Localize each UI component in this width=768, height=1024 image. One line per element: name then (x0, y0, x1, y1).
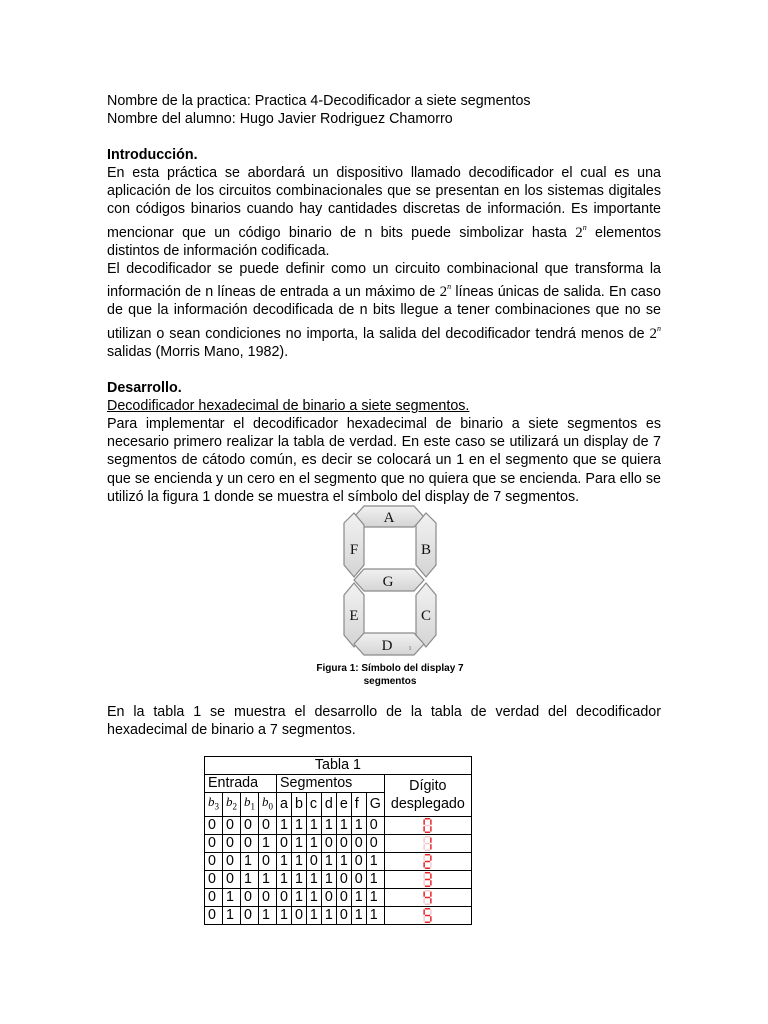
digit-segment (430, 873, 432, 878)
segment-cell: 1 (277, 906, 292, 924)
table-row (205, 906, 472, 924)
header-segment-a: a (277, 793, 292, 817)
input-cell: 1 (223, 888, 241, 906)
digit-segment (425, 890, 430, 892)
digit-segment (430, 909, 432, 914)
segment-cell: 1 (291, 852, 306, 870)
header-input-b1: $b_1$ (241, 793, 259, 817)
input-cell: 1 (241, 870, 259, 888)
header-segment-c: c (306, 793, 321, 817)
input-cell: 1 (223, 906, 241, 924)
input-cell: 0 (205, 870, 223, 888)
input-cell: 0 (241, 816, 259, 834)
digit-display (384, 870, 471, 888)
input-cell: 0 (241, 888, 259, 906)
input-cell: 0 (205, 816, 223, 834)
seven-segment-symbol (340, 503, 440, 658)
segment-cell: 1 (306, 816, 321, 834)
table-row (205, 870, 472, 888)
table-row (205, 852, 472, 870)
digit-display (384, 852, 471, 870)
segment-cell: 0 (291, 906, 306, 924)
segment-cell: 1 (366, 888, 384, 906)
figure-caption (290, 662, 490, 688)
digit-segment (430, 855, 432, 860)
input-cell: 0 (223, 870, 241, 888)
intro-p1-text-end: elementos distintos de información codificada. (107, 224, 661, 259)
digit-segment (424, 880, 426, 885)
input-cell: 1 (259, 870, 277, 888)
digit-segment (430, 916, 432, 921)
digit-segment (425, 921, 430, 923)
digit-segment (424, 873, 426, 878)
header-segmentos: Segmentos (277, 775, 385, 793)
header-input-b0: $b_0$ (259, 793, 277, 817)
input-cell: 0 (223, 816, 241, 834)
intro-paragraph-1 (107, 164, 661, 260)
digit-segment (424, 909, 426, 914)
digit-segment (425, 878, 430, 880)
segment-cell: 1 (336, 816, 351, 834)
segment-cell: 1 (306, 834, 321, 852)
segment-cell: 1 (277, 870, 292, 888)
segment-label-f: F (349, 542, 359, 558)
segment-label-g: G (382, 574, 394, 590)
digit-segment (430, 862, 432, 867)
segment-cell: 1 (336, 852, 351, 870)
segment-cell: 1 (321, 870, 336, 888)
figure-corner-mark: 1 (408, 646, 412, 652)
digit-display (384, 888, 471, 906)
digit-segment (424, 862, 426, 867)
truth-table (204, 756, 472, 925)
input-cell: 0 (241, 906, 259, 924)
segment-cell: 0 (277, 834, 292, 852)
table-intro-paragraph: En la tabla 1 se muestra el desarrollo de la tabla de verdad del decodificador hexadecimal de binario a 7 segmentos. (107, 704, 661, 739)
segment-cell: 1 (277, 816, 292, 834)
digit-1-icon (421, 836, 434, 851)
header-segment-d: d (321, 793, 336, 817)
seven-segment-figure (340, 503, 440, 658)
digit-segment (425, 908, 430, 910)
input-cell: 1 (259, 906, 277, 924)
segment-label-a: A (383, 510, 395, 526)
digit-2-icon (421, 854, 434, 869)
header-digito: Dígito desplegado (384, 775, 471, 817)
digit-segment (425, 849, 430, 851)
digit-segment (425, 896, 430, 898)
input-cell: 1 (241, 852, 259, 870)
digit-segment (430, 891, 432, 896)
segment-cell: 1 (366, 852, 384, 870)
input-cell: 0 (205, 852, 223, 870)
digit-4-icon (421, 890, 434, 905)
segment-label-d: D (381, 638, 393, 654)
segment-cell: 0 (321, 888, 336, 906)
digit-3-icon (421, 872, 434, 887)
digit-segment (425, 818, 430, 820)
segment-cell: 0 (277, 888, 292, 906)
table-row (205, 834, 472, 852)
intro-paragraph-2 (107, 260, 661, 361)
digit-segment (425, 836, 430, 838)
segment-cell: 1 (366, 906, 384, 924)
table-row (205, 816, 472, 834)
digit-segment (425, 854, 430, 856)
power-expression: 2$^n$ (575, 222, 587, 241)
digit-segment (425, 903, 430, 905)
input-cell: 0 (223, 852, 241, 870)
segment-label-c: C (420, 608, 432, 624)
intro-heading: Introducción. (107, 147, 198, 163)
digit-segment (425, 824, 430, 826)
segment-cell: 1 (351, 816, 366, 834)
segment-label-e: E (349, 608, 359, 624)
segment-cell: 1 (321, 906, 336, 924)
segment-cell: 1 (291, 870, 306, 888)
practice-name: Nombre de la practica: Practica 4-Decodificador a siete segmentos (107, 93, 531, 109)
figure-caption-line-2: segmentos (363, 676, 417, 687)
segment-cell: 0 (321, 834, 336, 852)
header-input-b2: $b_2$ (223, 793, 241, 817)
segment-cell: 1 (291, 834, 306, 852)
digit-segment (424, 826, 426, 831)
input-cell: 0 (241, 834, 259, 852)
input-cell: 0 (223, 834, 241, 852)
digit-segment (424, 891, 426, 896)
segment-cell: 1 (351, 888, 366, 906)
digit-segment (424, 837, 426, 842)
desarrollo-heading: Desarrollo. (107, 380, 182, 397)
digit-segment (430, 819, 432, 824)
figure-caption-line-1: Figura 1: Símbolo del display 7 (316, 663, 464, 674)
digit-segment (424, 916, 426, 921)
header-segment-f: f (351, 793, 366, 817)
digit-segment (430, 844, 432, 849)
digit-segment (425, 842, 430, 844)
header-input-b3: $b_3$ (205, 793, 223, 817)
intro-p2-text-b: líneas únicas de salida. En caso de que la información decodificada de n bits llegue a tener combinaciones que no se utilizan o sean condiciones no importa, la salida del decodificador tendrá menos de (107, 284, 661, 342)
document-body (107, 92, 661, 506)
digit-display (384, 816, 471, 834)
digit-segment (425, 831, 430, 833)
input-cell: 0 (259, 852, 277, 870)
intro-p2-text-c: salidas (Morris Mano, 1982). (107, 343, 289, 360)
power-expression: 2$^n$ (439, 282, 452, 301)
table-intro-block (107, 703, 661, 739)
digit-segment (424, 819, 426, 824)
segment-cell: 1 (321, 816, 336, 834)
segment-cell: 0 (336, 834, 351, 852)
segment-cell: 1 (306, 870, 321, 888)
digit-display (384, 906, 471, 924)
segment-cell: 1 (291, 888, 306, 906)
segment-cell: 1 (366, 870, 384, 888)
digit-segment (425, 860, 430, 862)
digit-segment (425, 885, 430, 887)
segment-cell: 1 (306, 888, 321, 906)
digit-segment (425, 914, 430, 916)
digit-segment (425, 867, 430, 869)
student-name: Nombre del alumno: Hugo Javier Rodriguez Chamorro (107, 111, 453, 127)
digit-segment (430, 826, 432, 831)
table-row (205, 888, 472, 906)
digit-segment (430, 880, 432, 885)
segment-cell: 0 (366, 816, 384, 834)
segment-cell: 0 (351, 834, 366, 852)
input-cell: 0 (205, 888, 223, 906)
segment-cell: 1 (277, 852, 292, 870)
header-segment-b: b (291, 793, 306, 817)
segment-label-b: B (420, 542, 432, 558)
segment-cell: 0 (366, 834, 384, 852)
input-cell: 0 (259, 888, 277, 906)
input-cell: 1 (259, 834, 277, 852)
digit-segment (430, 837, 432, 842)
segment-cell: 0 (306, 852, 321, 870)
header-segment-g: G (366, 793, 384, 817)
segment-cell: 1 (306, 906, 321, 924)
input-cell: 0 (205, 906, 223, 924)
digit-segment (424, 898, 426, 903)
digit-5-icon (421, 908, 434, 923)
segment-cell: 0 (351, 870, 366, 888)
digit-segment (424, 844, 426, 849)
power-expression: 2$^n$ (649, 323, 661, 342)
desarrollo-paragraph: Para implementar el decodificador hexadecimal de binario a siete segmentos es necesario primero realizar la tabla de verdad. En este caso se utilizará un display de 7 segmentos de cátodo común, es decir se colocará un 1 en el segmento que se quiera que se encienda y un cero en el segmento que no quiera que se encienda. Para ello se utilizó la figura 1 donde se muestra el símbolo del display de 7 segmentos. (107, 416, 661, 505)
digit-0-icon (421, 818, 434, 833)
input-cell: 0 (259, 816, 277, 834)
segment-cell: 1 (351, 906, 366, 924)
header-entrada: Entrada (205, 775, 277, 793)
segment-cell: 0 (336, 870, 351, 888)
segment-cell: 0 (336, 888, 351, 906)
table-title: Tabla 1 (205, 757, 472, 775)
input-cell: 0 (205, 834, 223, 852)
digit-segment (425, 872, 430, 874)
digit-segment (424, 855, 426, 860)
digit-display (384, 834, 471, 852)
segment-cell: 1 (291, 816, 306, 834)
intro-p1-text: En esta práctica se abordará un dispositivo llamado decodificador el cual es una aplicación de los circuitos combinacionales que se presentan en los sistemas digitales con códigos binarios cuando hay cantidades discretas de información. Es importante mencionar que un código binario de n bits puede simbolizar hasta (107, 165, 661, 241)
header-segment-e: e (336, 793, 351, 817)
segment-cell: 0 (336, 906, 351, 924)
desarrollo-subheading: Decodificador hexadecimal de binario a siete segmentos. (107, 398, 470, 415)
segment-cell: 0 (351, 852, 366, 870)
intro-p2-text-a: El decodificador se puede definir como un circuito combinacional que transforma la información de n líneas de entrada a un máximo de (107, 261, 661, 301)
digit-segment (430, 898, 432, 903)
segment-cell: 1 (321, 852, 336, 870)
